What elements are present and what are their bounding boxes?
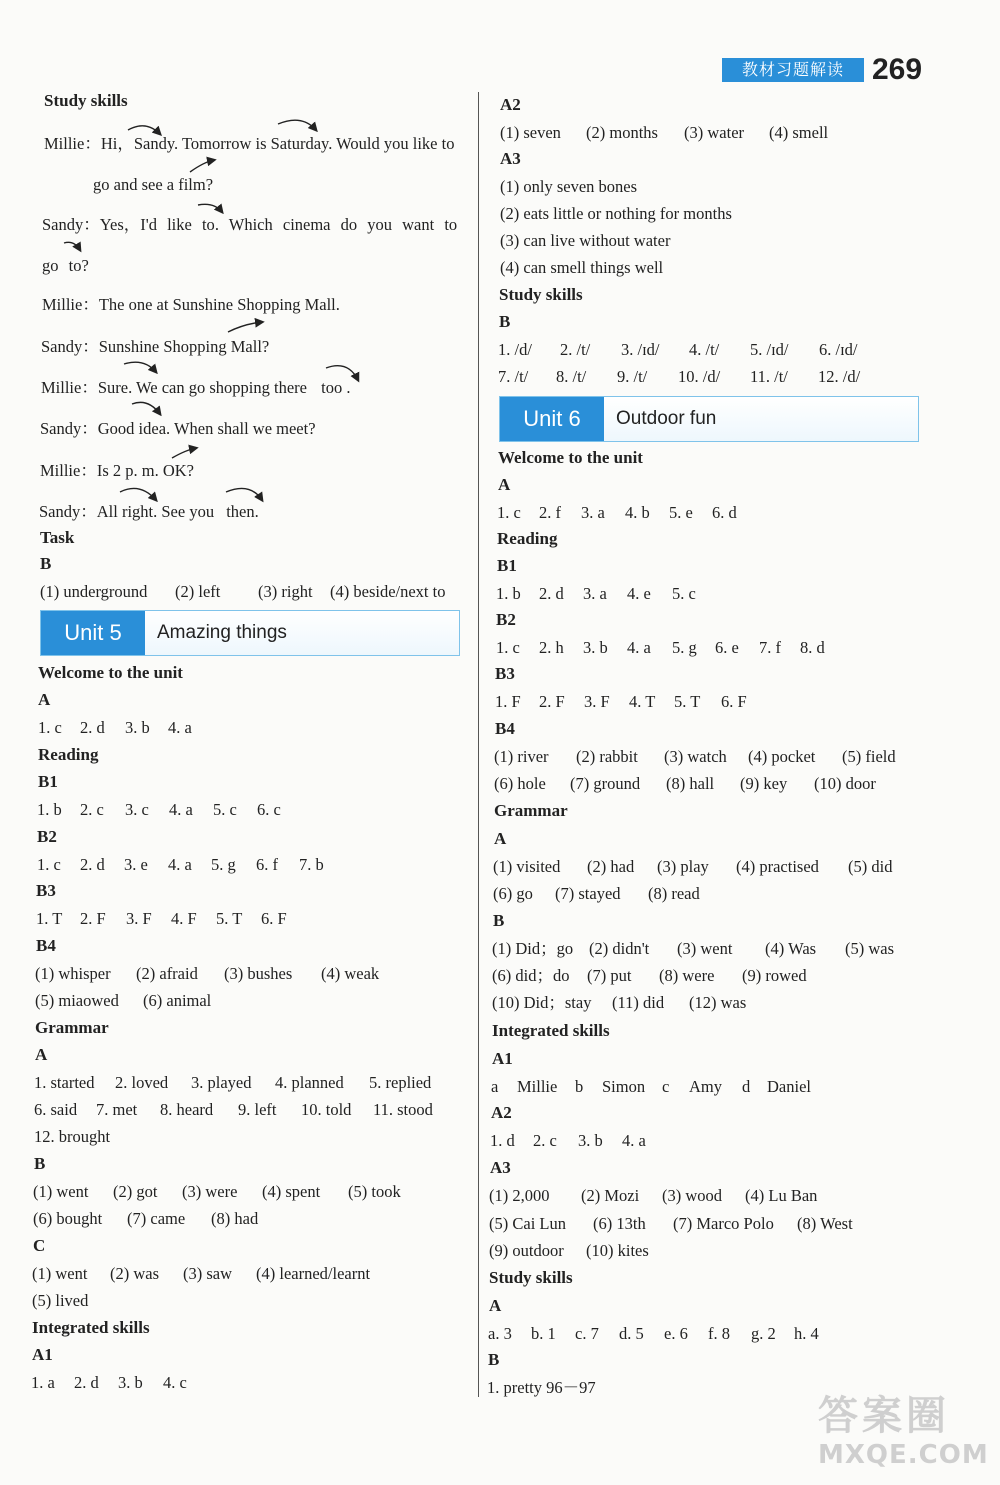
task-heading: Task	[40, 528, 75, 547]
answer-line	[34, 1099, 433, 1121]
ss-b-label: B	[499, 312, 511, 331]
answer: (3) were	[182, 1182, 238, 1201]
answer-line	[33, 1208, 258, 1230]
ss2-b-label: B	[488, 1350, 500, 1369]
answer: (5) miaowed	[35, 991, 119, 1010]
answer: 4. /t/	[689, 340, 720, 359]
answer: 9. left	[238, 1100, 277, 1119]
answer-line	[494, 746, 896, 768]
answer: (1) Did；go	[492, 939, 574, 958]
answer: c. 7	[575, 1324, 599, 1343]
grammar-heading-2: Grammar	[494, 801, 568, 820]
welcome-a-label-2: A	[498, 475, 511, 494]
a1-label-2: A1	[492, 1049, 513, 1068]
grammar-b-label-2: B	[493, 911, 505, 930]
answer: (2) afraid	[136, 964, 198, 983]
answer: 2. d	[539, 584, 564, 603]
answer: 4. b	[625, 503, 650, 522]
answer: (7) Marco Polo	[673, 1214, 774, 1233]
answer: 1. b	[496, 584, 521, 603]
answer: (10) Did；stay	[492, 993, 592, 1012]
answer: 10. /d/	[678, 367, 721, 386]
answer: 5. g	[211, 855, 236, 874]
answer-line	[34, 1072, 431, 1094]
answer-line	[489, 1185, 817, 1207]
answer: b	[575, 1077, 584, 1096]
answer: (3) went	[677, 939, 733, 958]
answer-line	[36, 908, 287, 930]
unit6-tag: Unit 6	[500, 397, 604, 441]
a1-label: A1	[32, 1345, 53, 1364]
welcome-heading: Welcome to the unit	[38, 663, 183, 682]
answer: 7. b	[299, 855, 324, 874]
answer: 12. brought	[34, 1127, 111, 1146]
answer: 4. a	[169, 800, 193, 819]
answer: 4. F	[171, 909, 197, 928]
answer: (2) rabbit	[576, 747, 638, 766]
answer: (8) were	[659, 966, 715, 985]
answer: (11) did	[612, 993, 665, 1012]
answer: (1) went	[32, 1264, 88, 1283]
answer: (1) whisper	[35, 964, 111, 983]
answer: (10) door	[814, 774, 876, 793]
answer-line	[490, 1130, 646, 1152]
answer: 1. c	[497, 503, 521, 522]
answer: (2) Mozi	[581, 1186, 640, 1205]
answer: 3. played	[191, 1073, 252, 1092]
answer-line	[40, 581, 445, 603]
answer: (4) Lu Ban	[745, 1186, 818, 1205]
answer: 3. a	[583, 584, 607, 603]
answer-line	[33, 1181, 401, 1203]
answer: (5) was	[845, 939, 895, 958]
header-label: 教材习题解读	[722, 58, 864, 82]
answer: 1. c	[37, 855, 61, 874]
answer: 2. c	[80, 800, 104, 819]
answer: 2. F	[80, 909, 106, 928]
answer: (9) key	[740, 774, 788, 793]
answer: (8) had	[211, 1209, 259, 1228]
answer: (3) saw	[183, 1264, 233, 1283]
answer: 5. /ɪd/	[750, 340, 789, 359]
answer: Daniel	[767, 1077, 811, 1096]
task-b-label: B	[40, 554, 52, 573]
answer: 5. c	[213, 800, 237, 819]
answer: Simon	[602, 1077, 646, 1096]
dialogue-text: to	[201, 215, 215, 234]
answer: 1. b	[37, 800, 62, 819]
rise-arrow-icon	[226, 488, 262, 500]
answer-line	[498, 339, 858, 361]
answer: 1. d	[490, 1131, 515, 1150]
rise-arrow-icon	[120, 488, 156, 500]
answer: (6) go	[493, 884, 533, 903]
answer: (12) was	[689, 993, 747, 1012]
answer: 3. b	[125, 718, 150, 737]
answer-line	[489, 1213, 853, 1235]
study-skills-heading: Study skills	[44, 91, 128, 110]
answer: (2) didn't	[589, 939, 650, 958]
answer: 12. /d/	[818, 367, 861, 386]
answer: 3. e	[124, 855, 148, 874]
answer: (4) Was	[765, 939, 817, 958]
answer: 5. e	[669, 503, 693, 522]
rise-arrow-icon	[124, 362, 156, 372]
answer: 9. /t/	[617, 367, 648, 386]
answer: h. 4	[794, 1324, 819, 1343]
answer: 4. a	[168, 855, 192, 874]
dialogue-text: Sandy：Good idea. When shall we meet?	[40, 419, 316, 438]
answer: 5. g	[672, 638, 697, 657]
dialogue-text: Millie：Sure. We can go shopping there	[41, 378, 307, 397]
answer: (5) field	[842, 747, 896, 766]
answer: (1) only seven bones	[500, 177, 638, 196]
welcome-heading-2: Welcome to the unit	[498, 448, 643, 467]
dialogue-text: then	[226, 502, 255, 521]
grammar-a-label-2: A	[494, 829, 507, 848]
answer-line	[495, 691, 747, 713]
grammar-b-label: B	[34, 1154, 46, 1173]
answer-line	[34, 1126, 110, 1148]
dialogue-text: . Which cinema do you want to	[214, 215, 458, 234]
answer: 4. planned	[275, 1073, 344, 1092]
answer: (1) river	[494, 747, 549, 766]
ia2-label: A2	[491, 1103, 512, 1122]
answer: 2. d	[80, 718, 105, 737]
answer: (4) beside/next to	[330, 582, 446, 601]
answer: (5) Cai Lun	[489, 1214, 566, 1233]
answer: (6) bought	[33, 1209, 103, 1228]
answer: 8. /t/	[556, 367, 587, 386]
page-number: 269	[872, 53, 923, 86]
dialogue-text: go	[42, 256, 59, 275]
answer-line	[37, 799, 281, 821]
answer: 6. F	[261, 909, 287, 928]
answer-line	[492, 938, 894, 960]
answer: 6. /ɪd/	[819, 340, 858, 359]
answer: (4) weak	[321, 964, 380, 983]
answer-line	[493, 883, 700, 905]
a2-label: A2	[500, 95, 521, 114]
answer-line	[500, 122, 828, 144]
answer: (3) water	[684, 123, 745, 142]
fall-arrow-icon	[198, 204, 222, 212]
answer: (2) had	[587, 857, 635, 876]
answer: (2) was	[110, 1264, 160, 1283]
dialogue-text: Millie：The one at Sunshine Shopping Mall.	[42, 295, 340, 314]
answer-line	[492, 965, 807, 987]
answer: (7) put	[587, 966, 632, 985]
answer-line	[491, 1076, 811, 1098]
answer: (7) came	[127, 1209, 186, 1228]
answer: 1. /d/	[498, 340, 532, 359]
answer: 1. c	[38, 718, 62, 737]
answer: (3) watch	[664, 747, 727, 766]
answer: 3. b	[578, 1131, 603, 1150]
answer: 2. F	[539, 692, 565, 711]
answer: (3) right	[258, 582, 313, 601]
answer: (6) hole	[494, 774, 546, 793]
answer: 3. b	[118, 1373, 143, 1392]
answer: (2) eats little or nothing for months	[500, 204, 732, 223]
reading-heading: Reading	[38, 745, 99, 764]
answer: (8) read	[648, 884, 700, 903]
dialogue-text: Millie：Hi，Sandy. Tomorrow is Saturday. Would you like to	[44, 134, 455, 153]
rise-arrow-icon	[128, 126, 160, 134]
answer: d. 5	[619, 1324, 644, 1343]
answer: 6. said	[34, 1100, 78, 1119]
answer: (3) play	[657, 857, 709, 876]
answer: f. 8	[708, 1324, 730, 1343]
answer: (9) rowed	[742, 966, 807, 985]
grammar-a-label: A	[35, 1045, 48, 1064]
answer: 4. a	[168, 718, 192, 737]
integrated-heading-2: Integrated skills	[492, 1021, 610, 1040]
answer: 1. T	[36, 909, 63, 928]
unit5-title: Amazing things	[157, 622, 287, 643]
answer: (1) seven	[500, 123, 561, 142]
watermark-logo	[818, 1392, 993, 1477]
rise-arrow-icon	[278, 120, 316, 130]
answer: (1) went	[33, 1182, 89, 1201]
answer: 4. T	[629, 692, 656, 711]
answer: (1) 2,000	[489, 1186, 550, 1205]
fall-arrow-icon	[172, 448, 196, 458]
dialogue-text: Sandy：Yes，I'd like	[42, 215, 192, 234]
answer: 6. e	[715, 638, 739, 657]
answer-line	[38, 717, 192, 739]
integrated-heading: Integrated skills	[32, 1318, 150, 1337]
answer: 2. f	[539, 503, 561, 522]
answer: 3. /ɪd/	[621, 340, 660, 359]
dialogue-text: Sandy：Sunshine Shopping Mall?	[41, 337, 270, 356]
b4-label-2: B4	[495, 719, 515, 738]
dialogue-text: go and see a film?	[93, 175, 214, 194]
answer: (4) pocket	[748, 747, 816, 766]
answer: 1. pretty 96－97	[487, 1378, 596, 1397]
answer-line	[492, 992, 746, 1014]
unit6-title: Outdoor fun	[616, 408, 717, 429]
answer: 3. b	[583, 638, 608, 657]
answer: e. 6	[664, 1324, 688, 1343]
answer-line	[37, 854, 324, 876]
b2-label-2: B2	[496, 610, 516, 629]
answer: (10) kites	[586, 1241, 649, 1260]
answer: (6) animal	[143, 991, 212, 1010]
answer: Millie	[517, 1077, 558, 1096]
rise-arrow-icon	[326, 366, 358, 380]
b4-label: B4	[36, 936, 56, 955]
answer: 6. f	[256, 855, 278, 874]
answer: 4. a	[622, 1131, 646, 1150]
dialogue-text: to	[68, 256, 82, 275]
answer: (6) did；do	[492, 966, 570, 985]
answer: d	[742, 1077, 751, 1096]
answer: Amy	[689, 1077, 722, 1096]
answer: 11. stood	[373, 1100, 433, 1119]
study-skills-heading-2: Study skills	[499, 285, 583, 304]
answer: a. 3	[488, 1324, 512, 1343]
answer: (3) can live without water	[500, 231, 671, 250]
answer: 3. c	[125, 800, 149, 819]
b1-label-2: B1	[497, 556, 517, 575]
unit5-banner	[40, 610, 460, 656]
b1-label: B1	[38, 772, 58, 791]
answer-line	[488, 1323, 819, 1345]
answer: 3. F	[584, 692, 610, 711]
answer: 2. c	[533, 1131, 557, 1150]
answer: 11. /t/	[750, 367, 788, 386]
dialogue-text: too	[321, 378, 343, 397]
answer: 5. T	[216, 909, 243, 928]
answer: 10. told	[301, 1100, 352, 1119]
ss2-a-label: A	[489, 1296, 502, 1315]
answer: 6. F	[721, 692, 747, 711]
watermark-text: 答案圈	[818, 1393, 950, 1439]
answer: (1) underground	[40, 582, 148, 601]
fall-arrow-icon	[190, 160, 214, 172]
answer: (7) stayed	[555, 884, 621, 903]
answer: c	[662, 1077, 670, 1096]
answer-line	[489, 1240, 649, 1262]
answer: (1) visited	[493, 857, 561, 876]
answer: 4. c	[163, 1373, 187, 1392]
answer: 4. e	[627, 584, 651, 603]
dialogue-text: .	[254, 502, 259, 521]
answer-line	[32, 1290, 88, 1312]
answer: (4) smell	[769, 123, 829, 142]
rise-arrow-icon	[132, 402, 160, 414]
answer: (5) lived	[32, 1291, 89, 1310]
answer: 5. replied	[369, 1073, 432, 1092]
answer: (2) left	[175, 582, 221, 601]
dialogue-text: .	[346, 378, 351, 397]
answer-line	[35, 990, 211, 1012]
answer: 2. h	[539, 638, 564, 657]
answer: 5. c	[672, 584, 696, 603]
answer: 1. c	[496, 638, 520, 657]
answer: 7. f	[759, 638, 781, 657]
answer: 2. /t/	[560, 340, 591, 359]
b3-label-2: B3	[495, 664, 515, 683]
welcome-a-label: A	[38, 690, 51, 709]
answer-line	[32, 1263, 370, 1285]
answer: 2. d	[80, 855, 105, 874]
a3-label: A3	[500, 149, 521, 168]
answer: (5) took	[348, 1182, 401, 1201]
answer: (3) wood	[662, 1186, 723, 1205]
answer: (3) bushes	[224, 964, 293, 983]
watermark-url: MXQE.COM	[818, 1440, 989, 1470]
grammar-heading: Grammar	[35, 1018, 109, 1037]
answer-line	[35, 963, 379, 985]
answer-line	[494, 773, 876, 795]
intonation-arrows	[0, 0, 480, 520]
answer: (6) 13th	[593, 1214, 646, 1233]
answer: 6. c	[257, 800, 281, 819]
answer: (4) learned/learnt	[256, 1264, 371, 1283]
fall-arrow-icon	[228, 322, 262, 332]
answer: b. 1	[531, 1324, 556, 1343]
b2-label: B2	[37, 827, 57, 846]
answer: 4. a	[627, 638, 651, 657]
answer: 5. T	[674, 692, 701, 711]
reading-heading-2: Reading	[497, 529, 558, 548]
unit6-banner	[499, 396, 919, 442]
answer: 2. loved	[115, 1073, 169, 1092]
answer: 3. a	[581, 503, 605, 522]
answer: (8) West	[797, 1214, 853, 1233]
answer: (2) got	[113, 1182, 158, 1201]
dialogue-text: ?	[81, 256, 89, 275]
answer: g. 2	[751, 1324, 776, 1343]
study-skills-heading-3: Study skills	[489, 1268, 573, 1287]
answer: 8. heard	[160, 1100, 214, 1119]
answer: (7) ground	[570, 774, 641, 793]
answer: 1. a	[31, 1373, 55, 1392]
answer: (4) can smell things well	[500, 258, 664, 277]
answer: 8. d	[800, 638, 825, 657]
answer-line	[31, 1372, 187, 1394]
answer-line	[496, 583, 696, 605]
answer-line	[498, 366, 860, 388]
answer: 3. F	[126, 909, 152, 928]
grammar-c-label: C	[33, 1236, 46, 1255]
answer: 7. /t/	[498, 367, 529, 386]
answer-line	[493, 856, 892, 878]
answer: 1. started	[34, 1073, 95, 1092]
answer: (2) months	[586, 123, 658, 142]
answer: (4) practised	[736, 857, 819, 876]
answer-line	[496, 637, 825, 659]
ia3-label: A3	[490, 1158, 511, 1177]
unit5-tag: Unit 5	[41, 611, 145, 655]
answer: 7. met	[96, 1100, 138, 1119]
answer-line	[497, 502, 737, 524]
b3-label: B3	[36, 881, 56, 900]
answer: a	[491, 1077, 499, 1096]
answer: 2. d	[74, 1373, 99, 1392]
answer: (8) hall	[666, 774, 715, 793]
dialogue-text: Millie：Is 2 p. m. OK?	[40, 461, 194, 480]
answer: 6. d	[712, 503, 737, 522]
answer: (9) outdoor	[489, 1241, 564, 1260]
rise-arrow-icon	[64, 242, 80, 250]
answer: 1. F	[495, 692, 521, 711]
answer: (4) spent	[262, 1182, 321, 1201]
dialogue-text: Sandy：All right. See you	[39, 502, 215, 521]
answer: (5) did	[848, 857, 893, 876]
